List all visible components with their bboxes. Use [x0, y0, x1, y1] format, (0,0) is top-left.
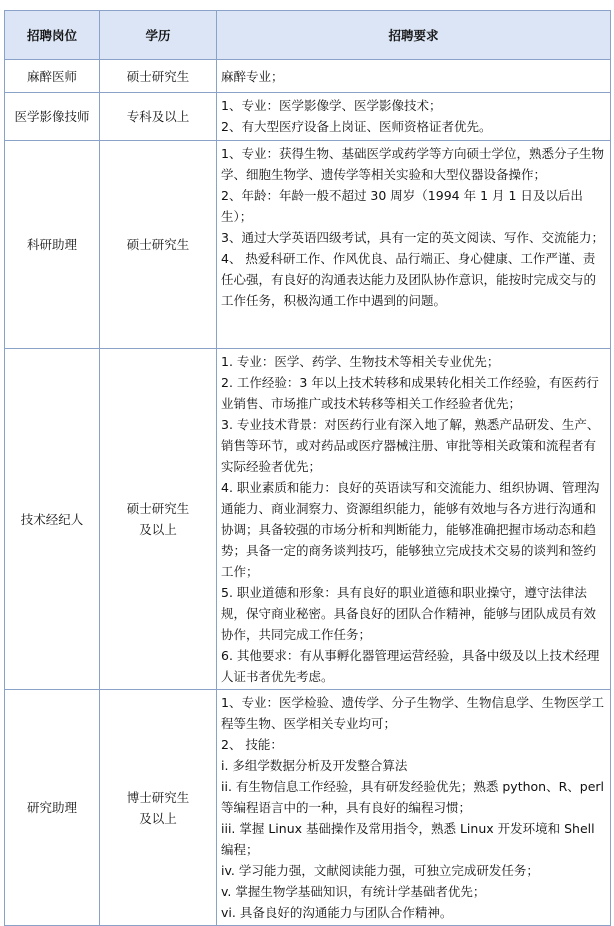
education-cell	[100, 141, 217, 349]
requirement-line: v. 掌握生物学基础知识，有统计学基础者优先；	[221, 884, 486, 899]
education-line: 硕士研究生	[126, 237, 190, 252]
requirements-cell	[217, 60, 611, 93]
requirements-cell	[217, 141, 611, 349]
recruitment-table	[4, 10, 611, 926]
requirement-line: iii. 掌握 Linux 基础操作及常用指令，熟悉 Linux 开发环境和 Shell 编程；	[221, 821, 595, 857]
requirement-line: 3、通过大学英语四级考试，具有一定的英文阅读、写作、交流能力；	[221, 230, 604, 245]
requirement-line: 1. 专业：医学、药学、生物技术等相关专业优先；	[221, 354, 500, 369]
requirement-line: 1、专业：获得生物、基础医学或药学等方向硕士学位，熟悉分子生物学、细胞生物学、遗传学等相关实验和大型仪器设备操作；	[221, 146, 604, 182]
requirement-line: 4. 职业素质和能力：良好的英语读写和交流能力、组织协调、管理沟通能力、商业洞察力、资源组织能力，能够有效地与各方进行沟通和协调；具备较强的市场分析和判断能力，能够准确把握市场动态和趋势；具备一定的商务谈判技巧，能够独立完成技术交易的谈判和签约工作；	[221, 480, 600, 579]
requirement-line: 6. 其他要求：有从事孵化器管理运营经验，具备中级及以上技术经理人证书者优先考虑。	[221, 648, 600, 684]
requirements-cell	[217, 349, 611, 690]
table-row	[5, 690, 611, 926]
requirement-line: 1、专业：医学检验、遗传学、分子生物学、生物信息学、生物医学工程等生物、医学相关专业均可；	[221, 695, 604, 731]
education-line: 及以上	[139, 522, 177, 537]
education-line: 专科及以上	[126, 109, 190, 124]
position-cell: 医学影像技师	[5, 93, 100, 141]
requirements-cell	[217, 690, 611, 926]
requirement-line: vi. 具备良好的沟通能力与团队合作精神。	[221, 905, 453, 920]
education-cell	[100, 349, 217, 690]
requirement-line: 2、年龄：年龄一般不超过 30 周岁（1994 年 1 月 1 日及以后出生）；	[221, 188, 583, 224]
header-position: 招聘岗位	[5, 11, 100, 60]
requirement-line: 2、 技能：	[221, 737, 283, 752]
position-cell: 技术经纪人	[5, 349, 100, 690]
requirement-line: ii. 有生物信息工作经验，具有研发经验优先；熟悉 python、R、perl 等编程语言中的一种，具有良好的编程习惯；	[221, 779, 605, 815]
requirement-line: 4、 热爱科研工作、作风优良、品行端正、身心健康、工作严谨、责任心强，有良好的沟通表达能力及团队协作意识，能按时完成交与的工作任务，积极沟通工作中遇到的问题。	[221, 251, 597, 308]
requirement-line: i. 多组学数据分析及开发整合算法	[221, 758, 408, 773]
education-cell	[100, 60, 217, 93]
header-education: 学历	[100, 11, 217, 60]
table-row	[5, 93, 611, 141]
position-cell: 麻醉医师	[5, 60, 100, 93]
table-row	[5, 141, 611, 349]
education-cell	[100, 690, 217, 926]
education-line: 博士研究生	[126, 789, 190, 805]
requirement-line: 2、有大型医疗设备上岗证、医师资格证者优先。	[221, 119, 492, 134]
education-line: 及以上	[139, 810, 177, 826]
position-cell: 研究助理	[5, 690, 100, 926]
education-cell	[100, 93, 217, 141]
requirement-line: 2. 工作经验：3 年以上技术转移和成果转化相关工作经验，有医药行业销售、市场推广或技术转移等相关工作经验者优先；	[221, 375, 599, 411]
requirement-line: 3. 专业技术背景：对医药行业有深入地了解，熟悉产品研发、生产、销售等环节，或对药品或医疗器械注册、审批等相关政策和流程者有实际经验者优先；	[221, 417, 600, 474]
requirement-line: 5. 职业道德和形象：具有良好的职业道德和职业操守，遵守法律法规，保守商业秘密。具备良好的团队合作精神，能够与团队成员有效协作，共同完成工作任务；	[221, 585, 597, 642]
table-row	[5, 349, 611, 690]
requirements-cell	[217, 93, 611, 141]
requirement-line: 1、专业：医学影像学、医学影像技术；	[221, 98, 442, 113]
requirement-line: iv. 学习能力强，文献阅读能力强，可独立完成研发任务；	[221, 863, 539, 878]
education-line: 硕士研究生	[126, 68, 190, 84]
education-line: 硕士研究生	[126, 501, 190, 516]
requirement-line: 麻醉专业；	[221, 68, 284, 84]
header-row	[5, 11, 611, 60]
header-requirements: 招聘要求	[217, 11, 611, 60]
table-row	[5, 60, 611, 93]
position-cell: 科研助理	[5, 141, 100, 349]
